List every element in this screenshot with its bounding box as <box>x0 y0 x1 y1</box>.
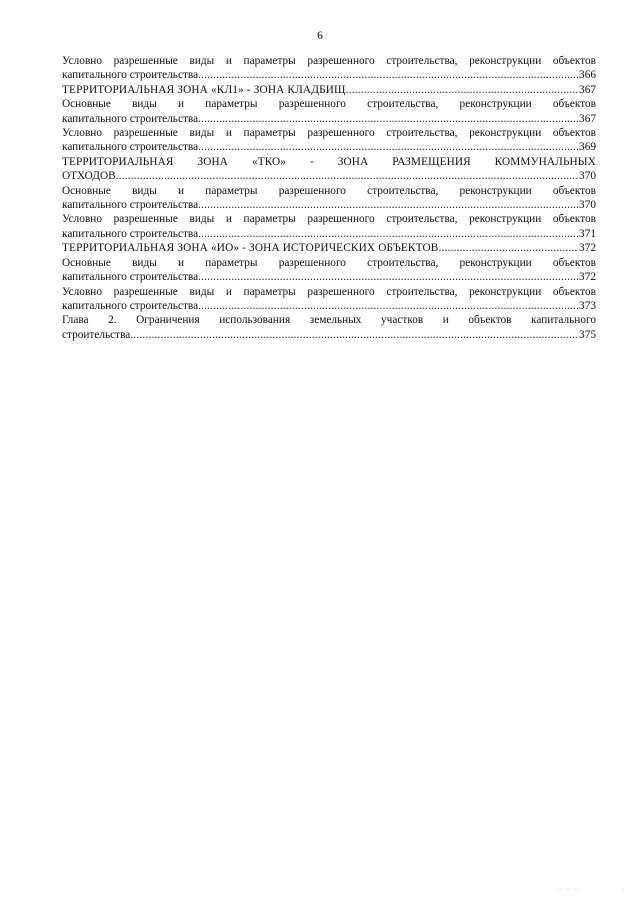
toc-dot-leader <box>198 299 578 313</box>
toc-page-number: 367 <box>579 112 596 125</box>
toc-entry-title-end: капитального строительства <box>62 299 199 312</box>
toc-page-number: 375 <box>579 328 596 341</box>
toc-page-number: 366 <box>579 69 596 82</box>
toc-entry[interactable] <box>62 126 596 155</box>
toc-page-number: 369 <box>579 141 596 154</box>
toc-entry-title-line: Основные виды и параметры разрешенного строительства, реконструкции объектов <box>62 256 596 269</box>
toc-entry-title-end: капитального строительства <box>62 112 199 125</box>
toc-dot-leader <box>198 140 578 154</box>
toc-entry-title-line: ТЕРРИТОРИАЛЬНАЯ ЗОНА «ТКО» - ЗОНА РАЗМЕЩЕНИЯ КОММУНАЛЬНЫХ <box>62 155 596 168</box>
toc-entry-title-end: капитального строительства <box>62 199 199 212</box>
toc-entry[interactable] <box>62 212 596 241</box>
toc-page-number: 371 <box>579 227 596 240</box>
toc-entry-leader-line <box>62 68 596 82</box>
toc-entry-leader-line <box>62 227 596 241</box>
toc-entry-title-end: капитального строительства <box>62 271 199 284</box>
toc-entry-title: ТЕРРИТОРИАЛЬНАЯ ЗОНА «КЛ1» - ЗОНА КЛАДБИЩ <box>62 83 346 96</box>
toc-entry[interactable] <box>62 241 596 255</box>
toc-page-number: 372 <box>579 271 596 284</box>
toc-entry-title-line: Основные виды и параметры разрешенного строительства, реконструкции объектов <box>62 98 596 111</box>
page-number: 6 <box>317 30 323 42</box>
toc-page-number: 370 <box>579 170 596 183</box>
toc-dot-leader <box>116 169 578 183</box>
toc-dot-leader <box>198 227 578 241</box>
toc-entry[interactable] <box>62 155 596 184</box>
toc-entry[interactable] <box>62 54 596 83</box>
toc-entry-title-end: капитального строительства <box>62 69 199 82</box>
table-of-contents <box>62 54 596 342</box>
toc-entry[interactable] <box>62 313 596 342</box>
toc-entry-title-line: Условно разрешенные виды и параметры разрешенного строительства, реконструкции объектов <box>62 127 596 140</box>
toc-entry-leader-line <box>62 83 596 97</box>
toc-entry-leader-line <box>62 241 596 255</box>
toc-dot-leader <box>198 112 578 126</box>
toc-entry[interactable] <box>62 97 596 126</box>
toc-dot-leader <box>198 68 578 82</box>
toc-entry[interactable] <box>62 285 596 314</box>
toc-dot-leader <box>130 328 578 342</box>
toc-entry-leader-line <box>62 299 596 313</box>
toc-entry-leader-line <box>62 328 596 342</box>
toc-page-number: 373 <box>579 299 596 312</box>
toc-entry-title-end: строительства <box>62 328 131 341</box>
toc-entry-title: ТЕРРИТОРИАЛЬНАЯ ЗОНА «ИО» - ЗОНА ИСТОРИЧЕСКИХ ОБЪЕКТОВ <box>62 242 439 255</box>
toc-entry-title-line: Условно разрешенные виды и параметры разрешенного строительства, реконструкции объектов <box>62 285 596 298</box>
toc-dot-leader <box>346 83 578 97</box>
toc-entry-title-end: капитального строительства <box>62 141 199 154</box>
toc-entry-title-line: Глава 2. Ограничения использования земельных участков и объектов капитального <box>62 314 596 327</box>
toc-dot-leader <box>438 241 578 255</box>
toc-entry-title-line: Условно разрешенные виды и параметры разрешенного строительства, реконструкции объектов <box>62 213 596 226</box>
toc-dot-leader <box>198 198 578 212</box>
scan-artifact-mark: ·· ·· ·· <box>557 887 580 893</box>
toc-page-number: 372 <box>579 242 596 255</box>
toc-entry-leader-line <box>62 198 596 212</box>
toc-entry-leader-line <box>62 169 596 183</box>
toc-page-number: 370 <box>579 199 596 212</box>
scan-artifact-mark: · <box>622 887 624 893</box>
toc-entry-title-end: ОТХОДОВ <box>62 170 116 183</box>
toc-dot-leader <box>198 270 578 284</box>
toc-entry-title-line: Основные виды и параметры разрешенного строительства, реконструкции объектов <box>62 184 596 197</box>
toc-entry-leader-line <box>62 112 596 126</box>
toc-entry-leader-line <box>62 140 596 154</box>
toc-entry[interactable] <box>62 256 596 285</box>
toc-entry[interactable] <box>62 184 596 213</box>
toc-entry[interactable] <box>62 83 596 97</box>
toc-entry-leader-line <box>62 270 596 284</box>
toc-entry-title-end: капитального строительства <box>62 227 199 240</box>
toc-page-number: 367 <box>579 83 596 96</box>
toc-entry-title-line: Условно разрешенные виды и параметры разрешенного строительства, реконструкции объектов <box>62 55 596 67</box>
